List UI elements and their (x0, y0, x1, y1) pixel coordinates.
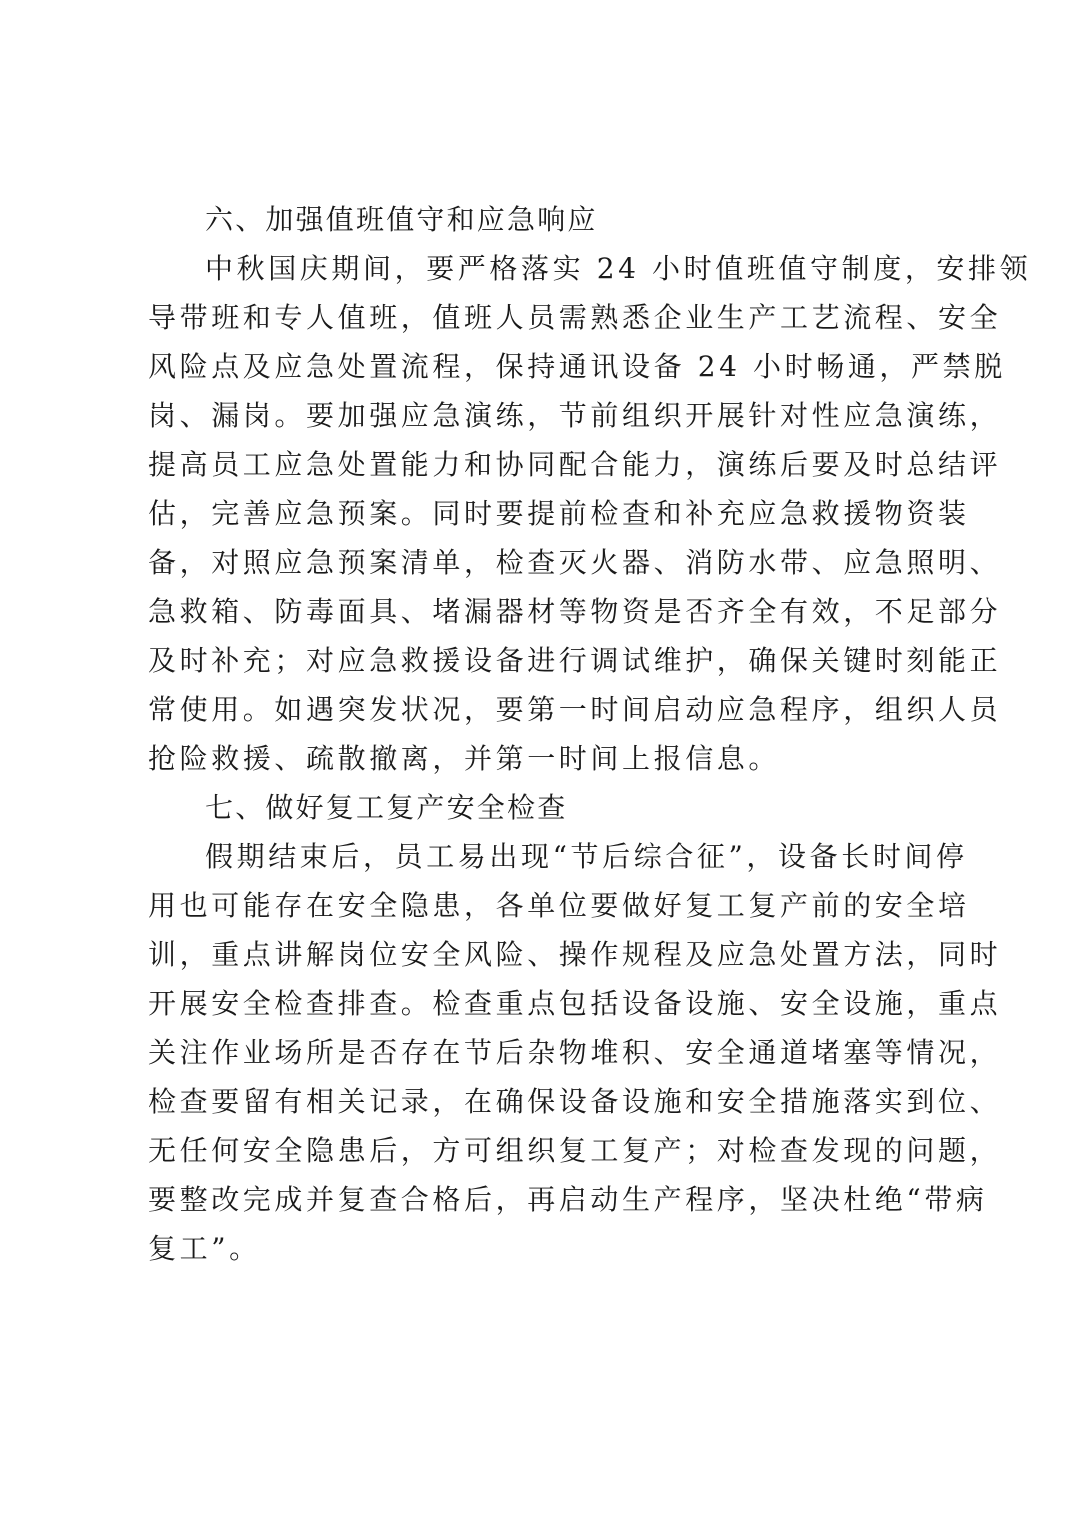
section-heading: 七、做好复工复产安全检查 (205, 791, 568, 824)
paragraph-line: 提高员工应急处置能力和协同配合能力，演练后要及时总结评 (148, 448, 1002, 481)
paragraph-line: 要整改完成并复查合格后，再启动生产程序，坚决杜绝“带病 (148, 1183, 988, 1216)
paragraph-line: 备，对照应急预案清单，检查灭火器、消防水带、应急照明、 (148, 546, 1002, 579)
paragraph-line: 中秋国庆期间，要严格落实 24 小时值班值守制度，安排领 (205, 252, 1032, 285)
paragraph-line: 无任何安全隐患后，方可组织复工复产；对检查发现的问题， (148, 1134, 1002, 1167)
paragraph-line: 关注作业场所是否存在节后杂物堆积、安全通道堵塞等情况， (148, 1036, 1002, 1069)
paragraph-line: 估，完善应急预案。同时要提前检查和补充应急救援物资装 (148, 497, 970, 530)
paragraph-line: 急救箱、防毒面具、堵漏器材等物资是否齐全有效，不足部分 (148, 595, 1002, 628)
paragraph-line: 抢险救援、疏散撤离，并第一时间上报信息。 (148, 742, 781, 775)
paragraph-line: 假期结束后，员工易出现“节后综合征”，设备长时间停 (205, 840, 968, 873)
paragraph-line: 复工”。 (148, 1232, 261, 1265)
paragraph-line: 检查要留有相关记录，在确保设备设施和安全措施落实到位、 (148, 1085, 1002, 1118)
paragraph-line: 风险点及应急处置流程，保持通讯设备 24 小时畅通，严禁脱 (148, 350, 1006, 383)
paragraph-line: 及时补充；对应急救援设备进行调试维护，确保关键时刻能正 (148, 644, 1002, 677)
paragraph-line: 开展安全检查排查。检查重点包括设备设施、安全设施，重点 (148, 987, 1002, 1020)
paragraph-line: 导带班和专人值班，值班人员需熟悉企业生产工艺流程、安全 (148, 301, 1002, 334)
paragraph-line: 常使用。如遇突发状况，要第一时间启动应急程序，组织人员 (148, 693, 1002, 726)
paragraph-line: 用也可能存在安全隐患，各单位要做好复工复产前的安全培 (148, 889, 970, 922)
paragraph-line: 训，重点讲解岗位安全风险、操作规程及应急处置方法，同时 (148, 938, 1002, 971)
section-heading: 六、加强值班值守和应急响应 (205, 203, 598, 236)
paragraph-line: 岗、漏岗。要加强应急演练，节前组织开展针对性应急演练， (148, 399, 1002, 432)
